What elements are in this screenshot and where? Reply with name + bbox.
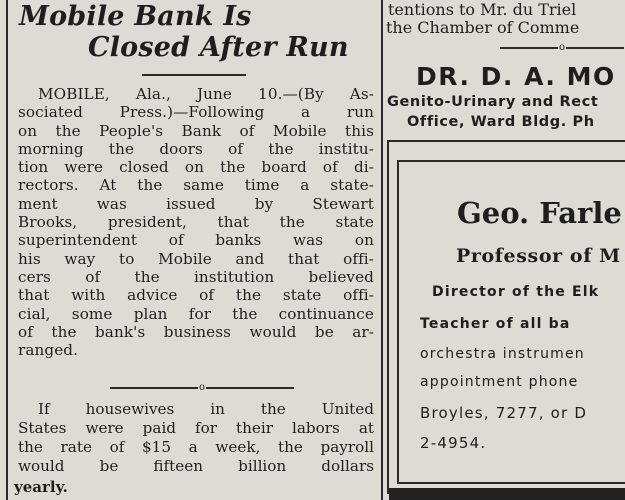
article-line: sociated Press.)—Following a run [18,103,374,122]
doctor-specialty: Genito-Urinary and Rect [387,94,599,110]
article-line: the rate of $15 a week, the payroll [18,438,374,456]
article-line: that with advice of the state offi- [18,286,374,305]
article-line: If housewives in the United [38,400,374,418]
article-line: his way to Mobile and that offi- [18,249,374,268]
article-line: superintendent of banks was on [18,231,374,250]
separator-bar [206,387,294,389]
top-clipped-line-1: tentions to Mr. du Triel [388,0,577,19]
ad-line: Director of the Elk [432,284,600,300]
article-line: MOBILE, Ala., June 10.—(By As- [38,85,374,103]
cut-off-word: yearly. [14,478,68,496]
ad-line: orchestra instrumen [420,346,585,362]
separator-bar [110,387,198,389]
article-line: would be fifteen billion dollars [18,457,374,475]
article-body [18,85,374,360]
article-line: States were paid for their labors at [18,419,374,437]
doctor-office: Office, Ward Bldg. Ph [407,114,595,130]
advertiser-title: Professor of M [456,245,621,267]
ad-line: Broyles, 7277, or D [420,404,588,422]
doctor-name: DR. D. A. MO [416,62,616,91]
left-margin-rule [6,0,8,500]
article-line: on the People's Bank of Mobile this [18,121,374,140]
article-separator [110,383,294,393]
advertiser-name: Geo. Farle [457,196,622,230]
ad-line: Teacher of all ba [420,316,571,332]
ad-line: 2-4954. [420,434,487,452]
article-line: tion were closed on the board of di- [18,158,374,177]
article-line: Brooks, president, that the state [18,213,374,232]
ad-line: appointment phone [420,374,579,390]
separator-bar [566,47,624,49]
article-line: cers of the institution believed [18,267,374,286]
bottom-ink-strip [389,488,625,500]
headline-rule [142,74,246,76]
top-clipped-line-2: the Chamber of Comme [386,18,580,37]
second-article-body [18,400,374,476]
article-line: of the bank's business would be ar- [18,322,374,341]
article-line: cial, some plan for the continuance [18,304,374,323]
column-divider-rule [381,0,383,500]
right-separator [500,43,624,53]
headline-line-1: Mobile Bank Is [19,1,252,32]
separator-mark: o [199,382,206,393]
article-line: morning the doors of the institu- [18,139,374,158]
article-line: ment was issued by Stewart [18,194,374,213]
separator-mark: o [559,42,566,53]
article-line: rectors. At the same time a state- [18,176,374,195]
separator-bar [500,47,558,49]
headline-line-2: Closed After Run [88,32,349,63]
article-line: ranged. [18,341,79,360]
